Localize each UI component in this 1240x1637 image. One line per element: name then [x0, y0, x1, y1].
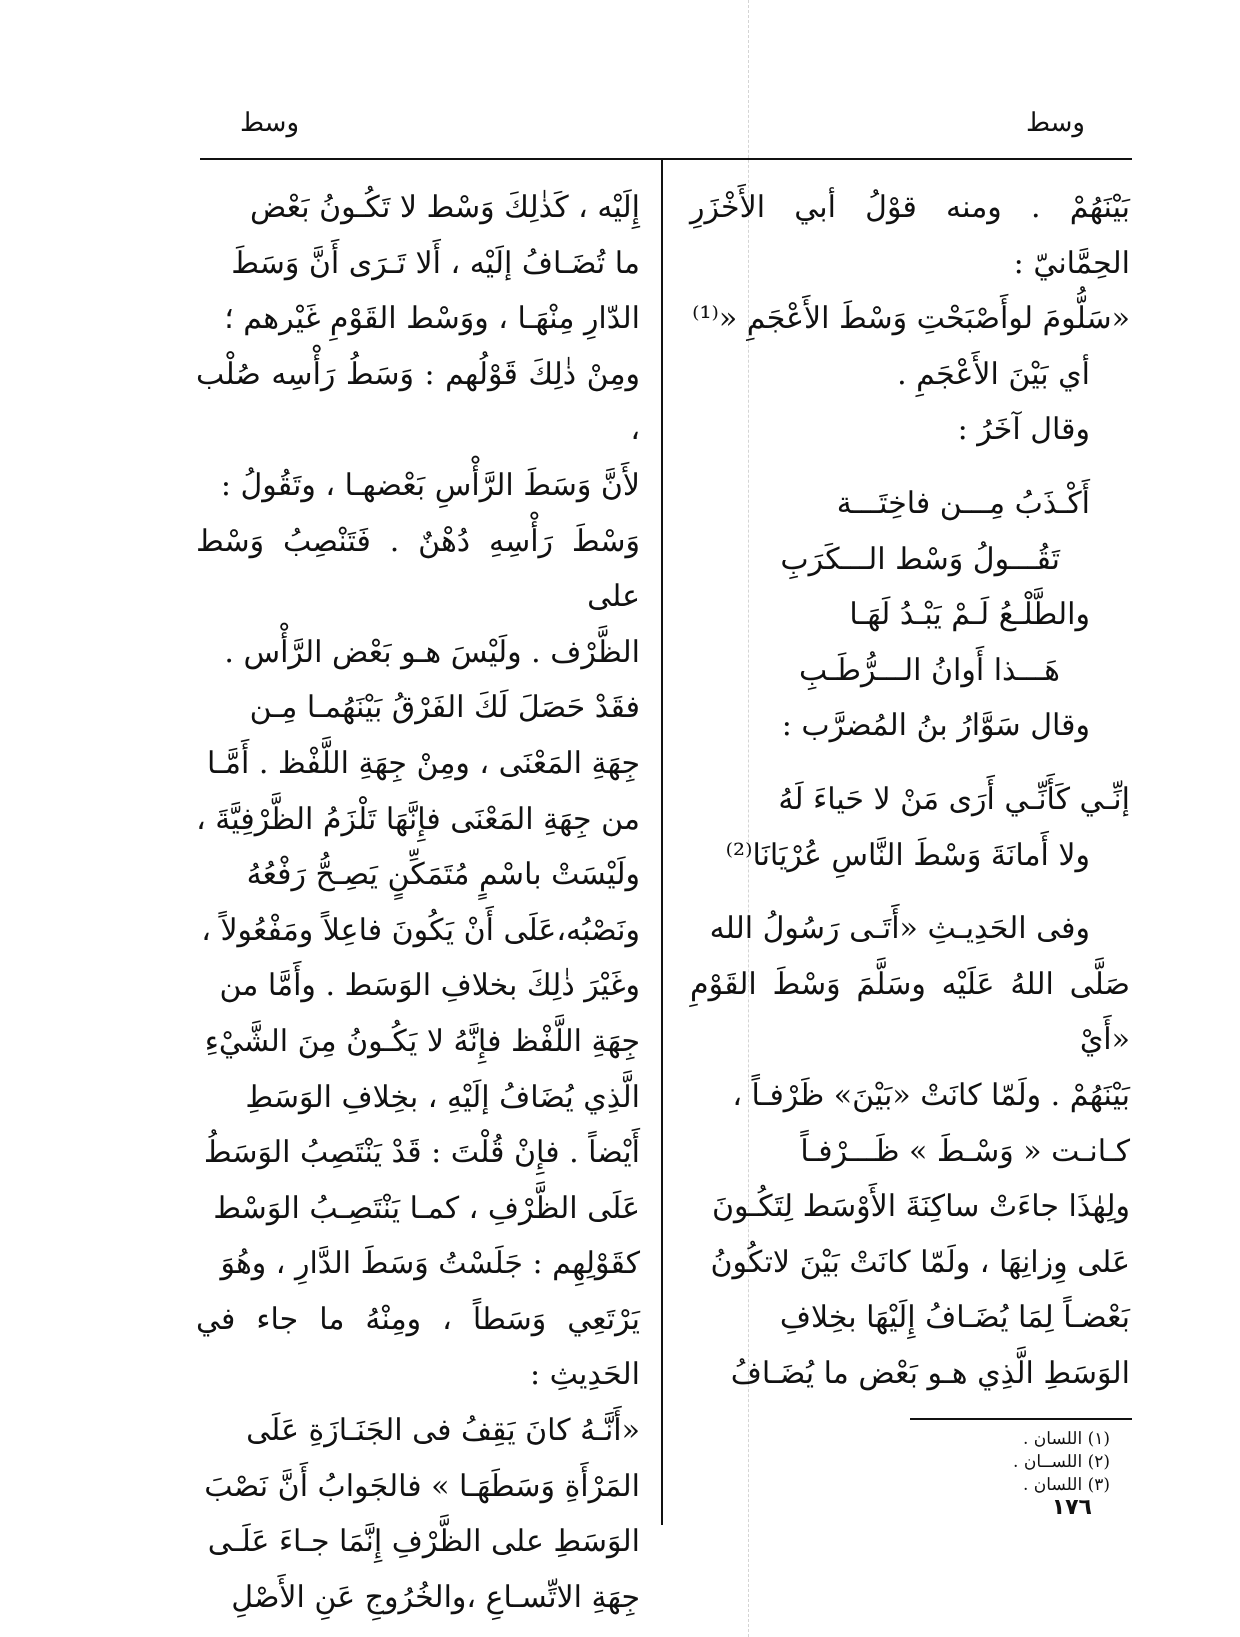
text-line: جِهَةِ اللَّفْظ فإِنَّهُ لا يَكُـونُ مِنَ الشَّيْءِ	[204, 1023, 640, 1059]
text-line: بَعْضـاً لِمَا يُضَـافُ إِلَيْهَا بخِلافِ	[779, 1300, 1130, 1336]
text-line: عَلى وِزانِهَا ، ولَمّا كانَتْ بَيْنَ لاتكُونُ	[710, 1244, 1130, 1280]
text-line: ولَيْسَتْ باسْمٍ مُتَمَكِّنٍ يَصِـحُّ رَفْعُهُ	[246, 857, 640, 893]
text-line: المَرْأَةِ وَسَطَهَـا » فالجَوابُ أَنَّ نَصْبَ	[204, 1468, 640, 1504]
text-line: «أَنَّـهُ كانَ يَقِفُ فى الجَنَـازَةِ عَلَى	[246, 1413, 640, 1449]
text-line: جِهَةِ الاتِّسـاعِ ،والخُرُوجِ عَنِ الأَصْلِ	[231, 1579, 640, 1615]
verse-line: والطَّلْـعُ لَـمْ يَبْـدُ لَهَـا	[849, 597, 1090, 633]
right-column	[690, 180, 1130, 1401]
text-line: كقَوْلِهِم : جَلَسْتُ وَسَطَ الدَّارِ ، وهُوَ	[220, 1246, 640, 1282]
page-number: ١٧٦	[1051, 1495, 1092, 1520]
running-header-left: وسط	[240, 108, 300, 138]
footnote: (١) اللسان .	[1023, 1429, 1110, 1449]
footnote: (٣) اللسان .	[1023, 1475, 1110, 1495]
text-line: أي بَيْنَ الأَعْجَمِ .	[897, 356, 1090, 392]
text-line: وقال آخَرُ :	[957, 412, 1090, 448]
verse-line: أَكْـذَبُ مِـــن فاخِتَـــة	[836, 485, 1090, 521]
text-line: أَيْضاً . فإِنْ قُلْتَ : قَدْ يَنْتَصِبُ الوَسَطُ	[203, 1135, 640, 1171]
text-line: الظَّرْف . ولَيْسَ هـو بَعْض الرَّأْس .	[224, 634, 640, 670]
verse-line: إنِّـي كَأَنِّـي أَرَى مَنْ لا حَياءَ لَهُ	[778, 781, 1130, 817]
footnote: (٢) اللســان .	[1013, 1452, 1110, 1472]
footnotes	[1013, 1428, 1110, 1497]
column-divider	[661, 160, 663, 1525]
text-line: ونَصْبُه،عَلَى أَنْ يَكُونَ فاعِلاً ومَفْعُولاً ،	[201, 912, 640, 948]
text-line: الوَسَطِ الَّذِي هـو بَعْض ما يُضَـافُ	[730, 1355, 1130, 1391]
footnote-rule	[910, 1418, 1132, 1420]
text-line: ما تُضَـافُ إلَيْه ، أَلا تَـرَى أَنَّ وَسَطَ	[231, 245, 640, 281]
left-column	[196, 180, 640, 1625]
text-line: بَيْنَهُمْ . ومنه قوْلُ أبي الأَخْزَرِ الحِمَّانيّ :	[690, 190, 1130, 281]
verse-line: هَـــذا أَوانُ الـــرُّطَـبِ	[798, 652, 1060, 688]
text-line: الوَسَطِ على الظَّرْفِ إِنَّمَا جـاءَ عَلَـى	[207, 1524, 640, 1560]
text-line: وفى الحَدِيـثِ «أَتَـى رَسُولُ الله	[709, 911, 1090, 947]
text-line: الَّذِي يُضَافُ إلَيْهِ ، بخِلافِ الوَسَطِ	[245, 1079, 640, 1115]
text-line: من جِهَةِ المَعْنَى فإِنَّهَا تَلْزَمُ الظَّرْفِيَّةَ ،	[196, 801, 640, 837]
text-line: إِلَيْه ، كَذٰلِكَ وَسْط لا تَكُـونُ بَعْض	[250, 190, 640, 225]
text-line: صَلَّى اللهُ عَلَيْه وسَلَّمَ وَسْطَ القَوْمِ «أَيْ	[690, 966, 1130, 1058]
text-line: وقال سَوَّارُ بنُ المُضرَّب :	[781, 708, 1090, 744]
running-header-right: وسط	[1025, 108, 1085, 138]
text-line: ومِنْ ذٰلِكَ قَوْلُهم : وَسَطُ رَأْسِه صُلْب ،	[196, 356, 640, 448]
text-line: وغَيْرَ ذٰلِكَ بخلافِ الوَسَط . وأَمَّا من	[219, 968, 640, 1004]
header-rule	[200, 158, 1132, 160]
verse-line: تَقُـــولُ وَسْط الـــكَرَبِ	[780, 541, 1060, 577]
verse-line: ولا أَمانَةَ وَسْطَ النَّاسِ عُرْيَانَا⁽²⁾	[725, 837, 1090, 873]
text-line: لأَنَّ وَسَطَ الرَّأْسِ بَعْضهـا ، وتَقُولُ :	[220, 467, 640, 503]
text-line: كـانـت « وَسْـطَ » ظَـــرْفـاً	[800, 1133, 1130, 1169]
text-line: فقَدْ حَصَلَ لَكَ الفَرْقُ بَيْنَهُمـا مِـن	[249, 690, 640, 726]
text-line: عَلَى الظَّرْفِ ، كمـا يَنْتَصِـبُ الوَسْط	[213, 1190, 640, 1226]
text-line: بَيْنَهُمْ . ولَمّا كانَتْ «بَيْنَ» ظَرْفـاً ،	[732, 1077, 1130, 1113]
text-line: الدّارِ مِنْهَـا ، ووَسْط القَوْمِ غَيْرهم ؛	[224, 301, 640, 337]
text-line: جِهَةِ المَعْنَى ، ومِنْ جِهَةِ اللَّفْظ . أَمَّـا	[206, 745, 640, 781]
text-line: يَرْتَعِي وَسَطاً ، ومِنْهُ ما جاء في الحَدِيثِ :	[196, 1301, 640, 1393]
text-line: ولِهٰذَا جاءَتْ ساكِنَةَ الأَوْسَط لِتَكُـونَ	[711, 1189, 1130, 1225]
text-line: وَسْطَ رَأْسِهِ دُهْنٌ . فَتَنْصِبُ وَسْط على	[196, 523, 640, 615]
verse-line: «سَلُّومَ لوأَصْبَحْتِ وَسْطَ الأَعْجَمِ «⁽¹⁾	[692, 301, 1130, 337]
